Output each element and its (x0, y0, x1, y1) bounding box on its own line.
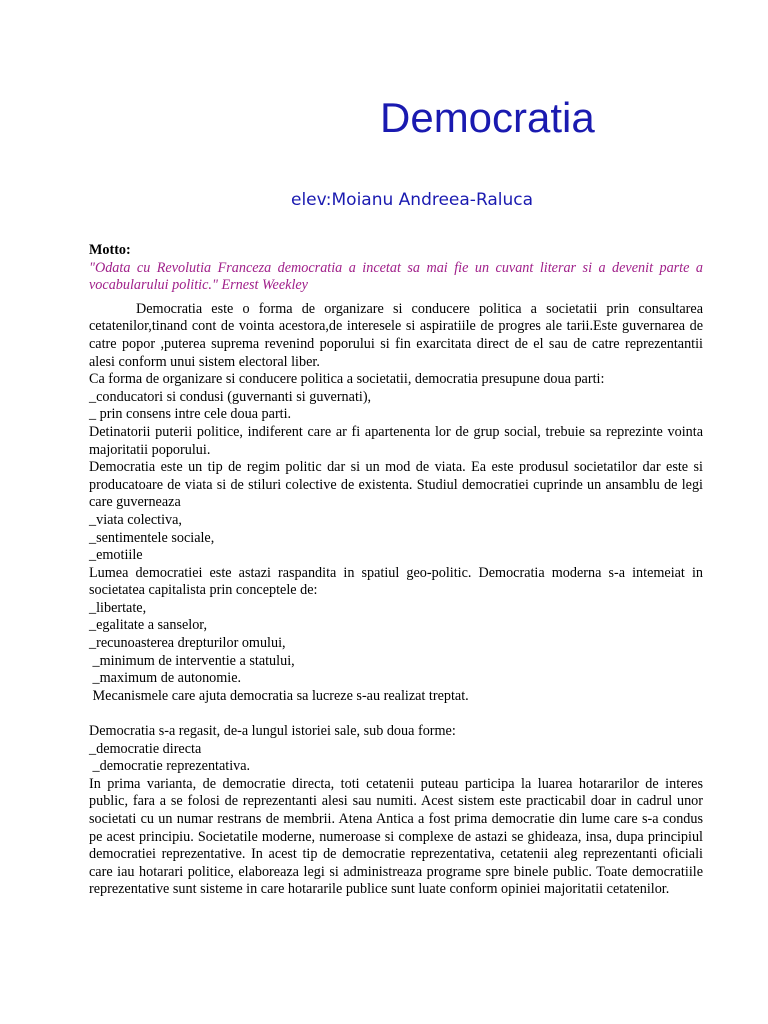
motto-quote (89, 260, 703, 295)
paragraph-regime: Democratia este un tip de regim politic dar si un mod de viata. Ea este produsul societatilor dar este si producatoare de viata si de stiluri colective de existenta. Studiul democratiei cuprinde un ansamblu de legi care guverneaza (89, 459, 703, 511)
paragraph-modern-democracy: Lumea democratiei este astazi raspandita in spatiul geo-politic. Democratia moderna s-a intemeiat in societatea capitalista prin conceptele de: (89, 564, 703, 599)
list-item: _recunoasterea drepturilor omului, (89, 635, 286, 652)
paragraph-direct-representative: In prima varianta, de democratie directa, toti cetatenii puteau participa la luarea hotararilor de interes public, fara a se folosi de reprezentanti alesi sau numiti. Acest sistem este practicabil doar in cadrul unor societati cu un numar restrans de membrii. Atena Antica a fost prima democratie din lume care s-a condus pe acest principiu. Societatile moderne, numeroase si complexe de astazi se ghideaza, insa, dupa principiul democratiei reprezentative. In acest tip de democratie reprezentativa, cetatenii aleg reprezentanti oficiali care iau hotarari politice, elaboreaza legi si administreaza programe spre binele public. Toate democratiile reprezentative sunt sisteme in care hotararile publice sunt luate conform opiniei majoritatii cetatenilor. (89, 775, 703, 898)
list-item: _minimum de interventie a statului, (89, 652, 295, 669)
motto-quote-text: "Odata cu Revolutia Franceza democratia a incetat sa mai fie un cuvant literar si a devenit parte a vocabularului politic." (89, 259, 703, 294)
list-item: _libertate, (89, 599, 147, 616)
motto-author: Ernest Weekley (221, 277, 308, 294)
list-item: _democratie reprezentativa. (89, 758, 251, 775)
paragraph-definition: Democratia este o forma de organizare si conducere politica a societatii prin consultarea cetatenilor,tinand cont de vointa acestora,de interesele si aspiratiile de progres ale tarii.Este guvernarea de catre popor ,puterea suprema revenind poporului si fin exarcitata direct de el sau de catre reprezentantii alesi conform unui sistem electoral liber. (89, 300, 703, 370)
list-item: _maximum de autonomie. (89, 670, 242, 687)
list-item: _democratie directa (89, 740, 202, 757)
list-item: _conducatori si condusi (guvernanti si guvernati), (89, 388, 372, 405)
list-item: _viata colectiva, (89, 511, 182, 528)
paragraph-mechanisms: Mecanismele care ajuta democratia sa lucreze s-au realizat treptat. (89, 687, 469, 704)
document-title: Democratia (380, 94, 595, 141)
paragraph-parts: Ca forma de organizare si conducere politica a societatii, democratia presupune doua parti: (89, 371, 605, 388)
paragraph-power-holders: Detinatorii puterii politice, indiferent care ar fi apartenenta lor de grup social, trebuie sa reprezinte vointa majoritatii poporului. (89, 423, 703, 458)
motto-label: Motto: (89, 242, 131, 258)
document-body (89, 242, 703, 899)
list-item: _egalitate a sanselor, (89, 617, 208, 634)
list-item: _ prin consens intre cele doua parti. (89, 406, 292, 423)
list-item: _sentimentele sociale, (89, 529, 215, 546)
list-item: _emotiile (89, 547, 143, 564)
document-subtitle: elev:Moianu Andreea-Raluca (291, 190, 534, 210)
paragraph-forms: Democratia s-a regasit, de-a lungul istoriei sale, sub doua forme: (89, 723, 456, 740)
